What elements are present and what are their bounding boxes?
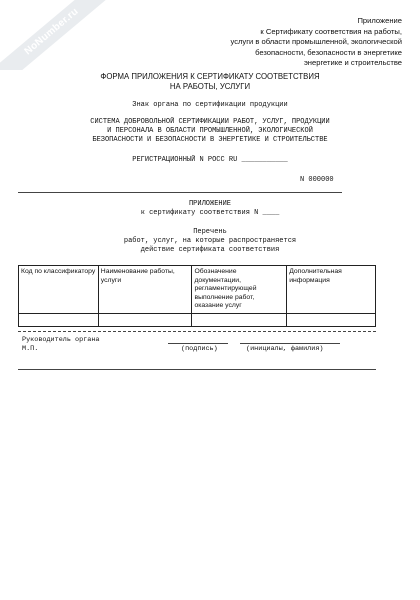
system-name	[0, 118, 420, 145]
signature-head: Руководитель органа	[22, 336, 100, 344]
list-line: Перечень	[193, 228, 227, 236]
table-cell	[287, 313, 376, 326]
header-annotation	[182, 16, 402, 69]
appendix-line: ПРИЛОЖЕНИЕ	[188, 200, 231, 208]
registration-number: РЕГИСТРАЦИОННЫЙ N РОСС RU ___________	[132, 156, 288, 164]
watermark-text: NoNumber.ru	[0, 0, 120, 70]
certificate-number: N 000000	[300, 176, 334, 184]
divider-end	[18, 369, 376, 370]
column-header: Код по классификатору	[19, 266, 99, 314]
works-table	[18, 265, 376, 327]
system-line: СИСТЕМА ДОБРОВОЛЬНОЙ СЕРТИФИКАЦИИ РАБОТ, УСЛУГ, ПРОДУКЦИИ	[90, 118, 330, 126]
form-title	[0, 72, 420, 92]
list-heading	[0, 228, 420, 255]
sign-caption: (подпись)	[181, 345, 218, 353]
stamp-label: М.П.	[22, 345, 39, 353]
divider-top	[18, 192, 342, 193]
table-row	[19, 313, 376, 326]
table-cell	[19, 313, 99, 326]
column-header: Дополнительная информация	[287, 266, 376, 314]
system-line: БЕЗОПАСНОСТИ И БЕЗОПАСНОСТИ В ЭНЕРГЕТИКЕ И СТРОИТЕЛЬСТВЕ	[92, 136, 328, 144]
appendix-heading	[0, 200, 420, 218]
divider-bottom	[18, 331, 376, 332]
initials-caption: (инициалы, фамилия)	[246, 345, 324, 353]
column-header: Обозначение документации, регламентирующей выполнение работ, оказание услуг	[192, 266, 287, 314]
organ-mark: Знак органа по сертификации продукции	[132, 101, 288, 109]
column-header: Наименование работы, услуги	[98, 266, 192, 314]
list-line: действие сертификата соответствия	[140, 246, 280, 254]
table-cell	[192, 313, 287, 326]
appendix-line: к сертификату соответствия N ____	[140, 209, 280, 217]
header-line: к Сертификату соответствия на работы,	[260, 26, 402, 36]
header-line: безопасности, безопасности в энергетике	[255, 47, 402, 57]
header-line: услуги в области промышленной, экологической	[230, 37, 402, 46]
header-line: Приложение	[357, 16, 402, 25]
list-line: работ, услуг, на которые распространяется	[123, 237, 297, 245]
initials-line	[240, 343, 340, 344]
system-line: И ПЕРСОНАЛА В ОБЛАСТИ ПРОМЫШЛЕННОЙ, ЭКОЛОГИЧЕСКОЙ	[107, 127, 313, 135]
header-line: энергетике и строительстве	[303, 58, 402, 67]
title-line: ФОРМА ПРИЛОЖЕНИЯ К СЕРТИФИКАТУ СООТВЕТСТВИЯ	[100, 72, 320, 81]
watermark	[0, 0, 120, 70]
table-cell	[98, 313, 192, 326]
sign-line	[168, 343, 228, 344]
table-header-row	[19, 266, 376, 314]
title-line: НА РАБОТЫ, УСЛУГИ	[169, 82, 251, 91]
